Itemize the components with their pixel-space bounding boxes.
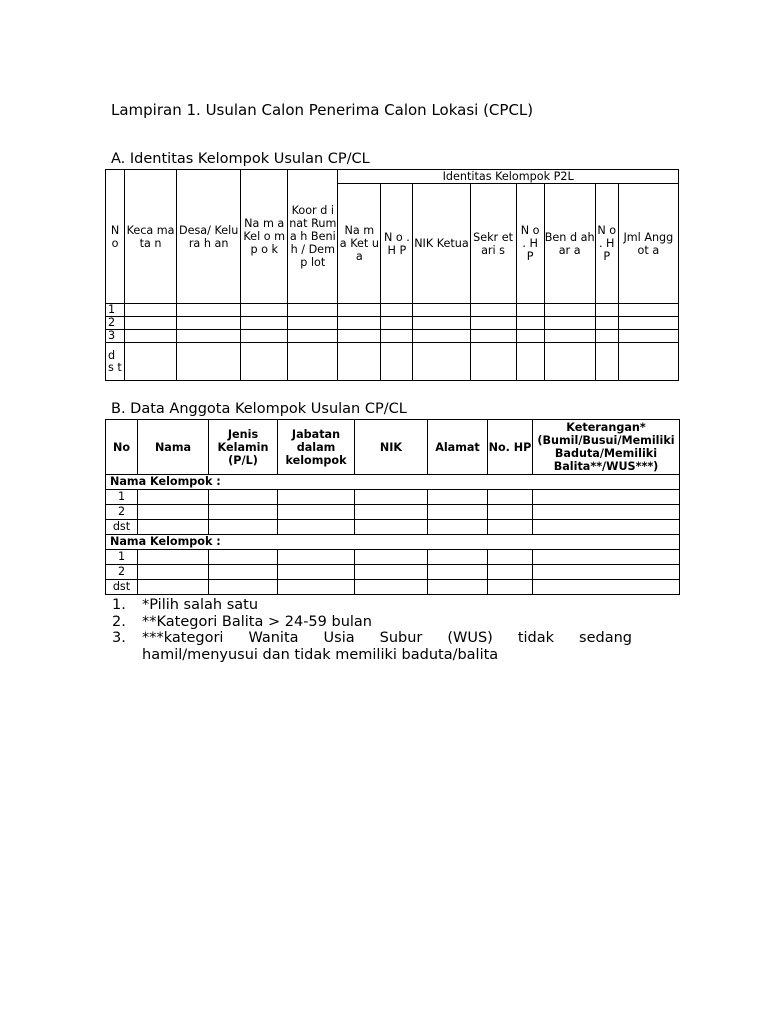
header-koordinat: Koor d inat Rum a h Beni h / Dem p lot bbox=[288, 170, 338, 304]
footnotes-list bbox=[112, 597, 632, 663]
row-number: 2 bbox=[106, 505, 138, 520]
row-number: 3 bbox=[106, 330, 125, 343]
row-number: d s t bbox=[106, 343, 125, 381]
row-number: 1 bbox=[106, 490, 138, 505]
footnote-marker: 3. bbox=[112, 630, 126, 646]
identitas-kelompok-table bbox=[105, 169, 679, 381]
row-number: 2 bbox=[106, 317, 125, 330]
group-row bbox=[106, 475, 680, 490]
section-b-title: B. Data Anggota Kelompok Usulan CP/CL bbox=[111, 401, 407, 417]
footnote-item bbox=[112, 630, 632, 663]
header-bendahara: Ben d ahar a bbox=[544, 184, 595, 304]
footnote-marker: 2. bbox=[112, 613, 126, 630]
section-a-title: A. Identitas Kelompok Usulan CP/CL bbox=[111, 151, 370, 167]
header-no: N o bbox=[106, 170, 125, 304]
header-alamat: Alamat bbox=[428, 420, 488, 475]
footnote-text-line1: ***kategori Wanita Usia Subur (WUS) tidak sedang bbox=[142, 630, 632, 646]
footnote-item bbox=[112, 597, 632, 614]
row-number: 1 bbox=[106, 304, 125, 317]
header-jenis-kelamin: Jenis Kelamin (P/L) bbox=[209, 420, 278, 475]
table-row bbox=[106, 550, 680, 565]
header-no-hp-sekretaris: N o . H P bbox=[516, 184, 544, 304]
table-row bbox=[106, 490, 680, 505]
header-no: No bbox=[106, 420, 138, 475]
data-anggota-table bbox=[105, 419, 680, 595]
header-nik-ketua: NIK Ketua bbox=[413, 184, 470, 304]
header-no-hp: No. HP bbox=[488, 420, 533, 475]
header-nama-ketua: Na m a Ket u a bbox=[338, 184, 381, 304]
table-row bbox=[106, 580, 680, 595]
table-row bbox=[106, 565, 680, 580]
group-row bbox=[106, 535, 680, 550]
footnote-item bbox=[112, 614, 632, 631]
header-keterangan: Keterangan* (Bumil/Busui/Memiliki Baduta/Memiliki Balita**/WUS***) bbox=[533, 420, 680, 475]
header-sekretaris: Sekr etari s bbox=[470, 184, 516, 304]
header-no-hp-ketua: N o . H P bbox=[381, 184, 413, 304]
header-kecamatan: Keca mata n bbox=[125, 170, 177, 304]
footnote-marker: 1. bbox=[112, 597, 126, 613]
table-row bbox=[106, 505, 680, 520]
footnote-text: **Kategori Balita > 24-59 bulan bbox=[142, 613, 372, 630]
table-row bbox=[106, 343, 679, 381]
header-nama-kelompok: Na m a Kel o mp o k bbox=[241, 170, 288, 304]
header-desa: Desa/ Kelura h an bbox=[177, 170, 241, 304]
row-number: dst bbox=[106, 520, 138, 535]
table-row bbox=[106, 330, 679, 343]
group-label: Nama Kelompok : bbox=[106, 535, 680, 550]
header-identitas-p2l: Identitas Kelompok P2L bbox=[338, 170, 679, 184]
header-nama: Nama bbox=[138, 420, 209, 475]
header-no-hp-bendahara: N o . H P bbox=[595, 184, 618, 304]
document-title: Lampiran 1. Usulan Calon Penerima Calon Lokasi (CPCL) bbox=[111, 101, 534, 119]
table-row bbox=[106, 520, 680, 535]
table-row bbox=[106, 304, 679, 317]
header-nik: NIK bbox=[355, 420, 428, 475]
table-row bbox=[106, 317, 679, 330]
header-jml-anggota: Jml Angg ot a bbox=[618, 184, 678, 304]
group-label: Nama Kelompok : bbox=[106, 475, 680, 490]
row-number: dst bbox=[106, 580, 138, 595]
row-number: 1 bbox=[106, 550, 138, 565]
row-number: 2 bbox=[106, 565, 138, 580]
footnote-text: *Pilih salah satu bbox=[142, 597, 259, 613]
header-jabatan: Jabatan dalam kelompok bbox=[278, 420, 355, 475]
footnote-text-line2: hamil/menyusui dan tidak memiliki baduta/balita bbox=[142, 646, 499, 663]
